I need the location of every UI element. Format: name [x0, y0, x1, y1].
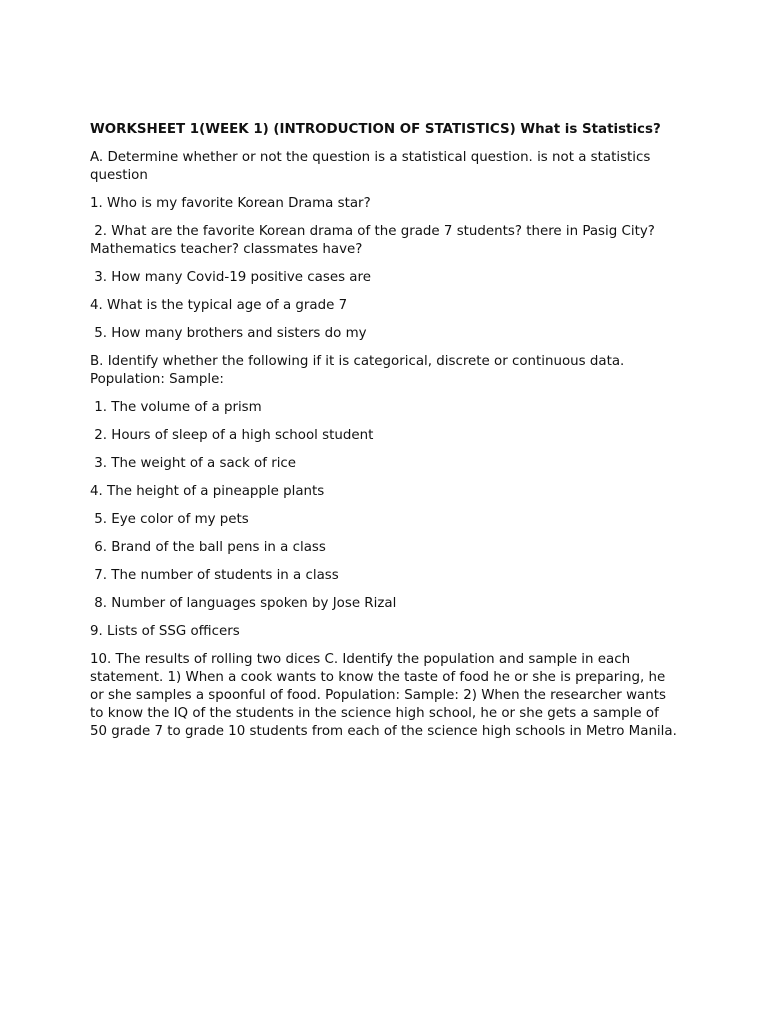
item-b4: 4. The height of a pineapple plants — [90, 484, 325, 499]
item-b6: 6. Brand of the ball pens in a class — [90, 540, 326, 555]
question-a3: 3. How many Covid-19 positive cases are — [90, 270, 371, 285]
item-b8: 8. Number of languages spoken by Jose Rizal — [90, 596, 397, 611]
item-b5: 5. Eye color of my pets — [90, 512, 249, 527]
item-b7: 7. The number of students in a class — [90, 568, 339, 583]
instruction-part-b: B. Identify whether the following if it is categorical, discrete or continuous data. Population: Sample: — [90, 354, 629, 387]
item-b2: 2. Hours of sleep of a high school student — [90, 428, 374, 443]
question-a5: 5. How many brothers and sisters do my — [90, 326, 367, 341]
instruction-part-a: A. Determine whether or not the question is a statistical question. is not a statistics question — [90, 150, 655, 183]
item-b10-and-part-c: 10. The results of rolling two dices C. Identify the population and sample in each statement. 1) When a cook wants to know the taste of food he or she is preparing, he or she samples a spoonful of food. Population: Sample: 2) When the researcher wants to know the IQ of the students in the science high school, he or she gets a sample of 50 grade 7 to grade 10 students from each of the science high schools in Metro Manila. — [90, 652, 677, 739]
item-b9: 9. Lists of SSG officers — [90, 624, 240, 639]
question-a2: 2. What are the favorite Korean drama of the grade 7 students? there in Pasig City? Mathematics teacher? classmates have? — [90, 224, 660, 257]
item-b1: 1. The volume of a prism — [90, 400, 262, 415]
question-a4: 4. What is the typical age of a grade 7 — [90, 298, 348, 313]
worksheet-title: WORKSHEET 1(WEEK 1) (INTRODUCTION OF STATISTICS) What is Statistics? — [90, 122, 661, 137]
question-a1: 1. Who is my favorite Korean Drama star? — [90, 196, 371, 211]
item-b3: 3. The weight of a sack of rice — [90, 456, 297, 471]
document-page — [90, 121, 680, 751]
